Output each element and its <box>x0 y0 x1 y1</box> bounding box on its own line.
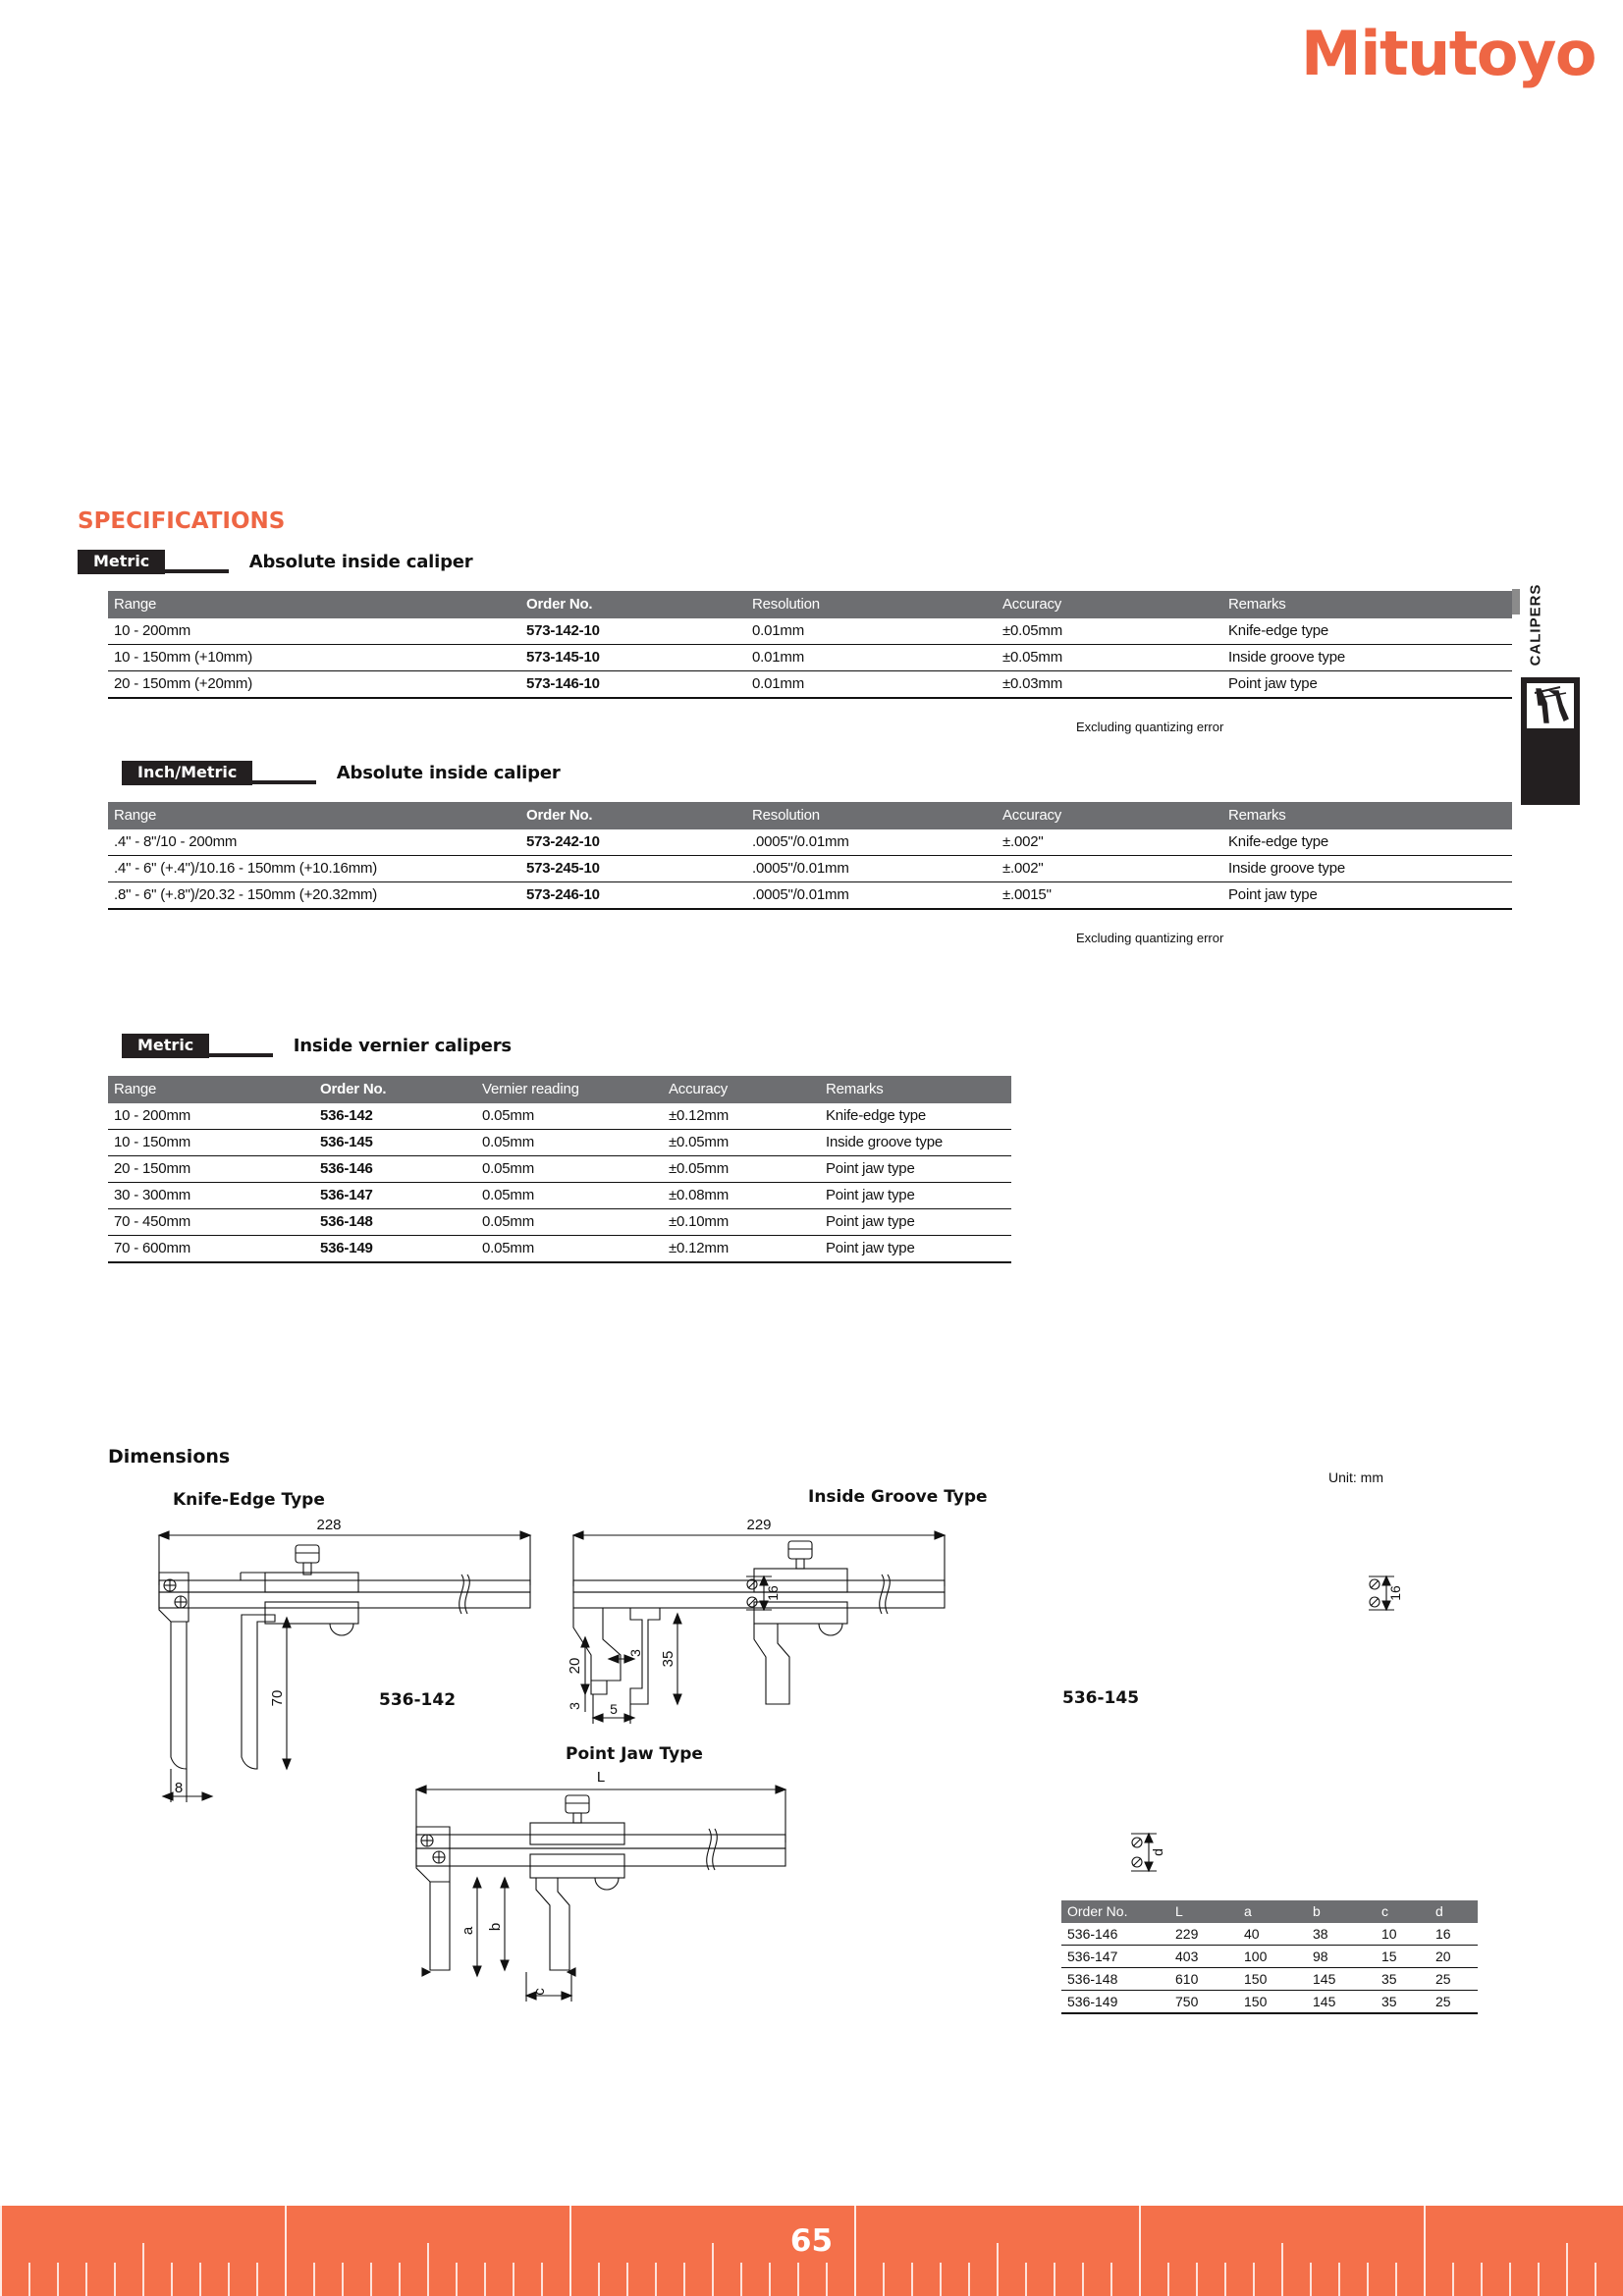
unit-label: Unit: mm <box>1328 1469 1383 1485</box>
knife-edge-title: Knife-Edge Type <box>173 1490 325 1510</box>
table-header-row <box>108 591 1512 618</box>
cell-range: 70 - 450mm <box>108 1209 314 1236</box>
ruler-tick <box>1196 2263 1198 2296</box>
cell-resolution: 0.01mm <box>746 671 997 699</box>
cell-accuracy: ±0.05mm <box>663 1130 820 1156</box>
col-range: Range <box>108 802 520 829</box>
cell-order-no: 536-146 <box>314 1156 476 1183</box>
table-row <box>108 1156 1011 1183</box>
cell-order-no: 536-147 <box>1061 1946 1169 1968</box>
cell-range: .8" - 6" (+.8")/20.32 - 150mm (+20.32mm) <box>108 882 520 910</box>
cell-accuracy: ±0.08mm <box>663 1183 820 1209</box>
dim-35: 35 <box>660 1650 676 1668</box>
dim-228: 228 <box>316 1517 342 1533</box>
cell-order-no: 536-148 <box>1061 1968 1169 1991</box>
cell-c: 35 <box>1376 1968 1430 1991</box>
table-row <box>1061 1923 1478 1946</box>
cell-a: 40 <box>1238 1923 1307 1946</box>
cell-order-no: 536-149 <box>314 1236 476 1263</box>
table-1-caption: Absolute inside caliper <box>248 552 473 573</box>
badge-metric-1: Metric <box>78 550 165 574</box>
cell-range: 20 - 150mm <box>108 1156 314 1183</box>
ruler-tick <box>1310 2263 1312 2296</box>
cell-accuracy: ±0.12mm <box>663 1236 820 1263</box>
cell-accuracy: ±0.12mm <box>663 1103 820 1130</box>
ruler-tick <box>655 2263 657 2296</box>
dim-L: L <box>596 1769 606 1786</box>
cell-accuracy: ±0.10mm <box>663 1209 820 1236</box>
cell-resolution: 0.01mm <box>746 618 997 645</box>
ruler-tick <box>57 2263 59 2296</box>
ruler-tick <box>1054 2263 1055 2296</box>
cell-order-no: 536-142 <box>314 1103 476 1130</box>
ruler-tick <box>826 2263 828 2296</box>
badge-inch-metric: Inch/Metric <box>122 761 252 785</box>
dimensions-heading: Dimensions <box>108 1446 231 1468</box>
ruler-tick <box>1367 2263 1369 2296</box>
table-row <box>108 829 1512 856</box>
cell-range: 30 - 300mm <box>108 1183 314 1209</box>
ruler-tick <box>114 2263 116 2296</box>
badge-rule <box>251 780 316 784</box>
ruler-tick <box>683 2263 685 2296</box>
dim-8: 8 <box>174 1780 184 1796</box>
badge-metric-2: Metric <box>122 1034 209 1058</box>
table-2-note: Excluding quantizing error <box>1076 931 1224 945</box>
cell-a: 150 <box>1238 1991 1307 2014</box>
table-row <box>108 882 1512 910</box>
cell-range: 10 - 200mm <box>108 1103 314 1130</box>
cell-vernier-reading: 0.05mm <box>476 1209 663 1236</box>
knife-edge-model: 536-142 <box>379 1690 457 1710</box>
dim-229: 229 <box>746 1517 772 1533</box>
ruler-tick <box>1481 2263 1483 2296</box>
col-range: Range <box>108 1076 314 1103</box>
cell-a: 150 <box>1238 1968 1307 1991</box>
col-resolution: Resolution <box>746 591 997 618</box>
cell-a: 100 <box>1238 1946 1307 1968</box>
point-jaw-title: Point Jaw Type <box>566 1744 703 1764</box>
col-order-no: Order No. <box>520 802 746 829</box>
ruler-tick <box>256 2263 258 2296</box>
cell-range: 20 - 150mm (+20mm) <box>108 671 520 699</box>
cell-range: .4" - 6" (+.4")/10.16 - 150mm (+10.16mm) <box>108 856 520 882</box>
cell-vernier-reading: 0.05mm <box>476 1183 663 1209</box>
table-row <box>108 1183 1011 1209</box>
dim-16: 16 <box>1387 1585 1403 1601</box>
ruler-tick <box>342 2263 344 2296</box>
ruler-tick <box>1025 2263 1027 2296</box>
table-row <box>1061 1946 1478 1968</box>
point-jaw-dimension-table <box>1061 1900 1478 2014</box>
table-2-caption: Absolute inside caliper <box>336 763 561 784</box>
dim-20: 20 <box>567 1657 583 1675</box>
cell-c: 15 <box>1376 1946 1430 1968</box>
table-row <box>108 1130 1011 1156</box>
ruler-tick <box>399 2263 401 2296</box>
table-row <box>1061 1991 1478 2014</box>
page-title: SPECIFICATIONS <box>78 508 286 534</box>
cell-b: 145 <box>1307 1968 1376 1991</box>
ruler-tick <box>199 2263 201 2296</box>
cell-accuracy: ±.002" <box>997 829 1222 856</box>
cell-remarks: Inside groove type <box>820 1130 1011 1156</box>
spec-table-absolute-metric <box>108 591 1512 699</box>
cell-c: 10 <box>1376 1923 1430 1946</box>
ruler-tick <box>1538 2263 1540 2296</box>
cell-order-no: 536-148 <box>314 1209 476 1236</box>
cell-resolution: .0005"/0.01mm <box>746 882 997 910</box>
dim-3-inner: 3 <box>627 1649 643 1657</box>
ruler-tick <box>28 2263 30 2296</box>
cell-resolution: .0005"/0.01mm <box>746 856 997 882</box>
col-range: Range <box>108 591 520 618</box>
col-accuracy: Accuracy <box>663 1076 820 1103</box>
cell-vernier-reading: 0.05mm <box>476 1130 663 1156</box>
cell-accuracy: ±0.05mm <box>997 645 1222 671</box>
cell-accuracy: ±0.05mm <box>997 618 1222 645</box>
col-accuracy: Accuracy <box>997 802 1222 829</box>
point-jaw-beam-height-dim <box>1127 1824 1176 1893</box>
cell-remarks: Point jaw type <box>1222 671 1512 699</box>
cell-accuracy: ±0.05mm <box>663 1156 820 1183</box>
col-b: b <box>1307 1900 1376 1923</box>
cell-order-no: 573-246-10 <box>520 882 746 910</box>
col-order-no: Order No. <box>1061 1900 1169 1923</box>
ruler-tick <box>1338 2263 1340 2296</box>
dim-b: b <box>487 1922 504 1932</box>
point-jaw-drawing <box>393 1762 1100 2076</box>
ruler-tick <box>228 2263 230 2296</box>
table-row <box>108 645 1512 671</box>
cell-c: 35 <box>1376 1991 1430 2014</box>
col-a: a <box>1238 1900 1307 1923</box>
table-row <box>1061 1968 1478 1991</box>
col-order-no: Order No. <box>314 1076 476 1103</box>
cell-remarks: Point jaw type <box>820 1236 1011 1263</box>
ruler-tick <box>940 2263 942 2296</box>
side-tab-marker <box>1512 589 1520 614</box>
cell-order-no: 573-245-10 <box>520 856 746 882</box>
col-order-no: Order No. <box>520 591 746 618</box>
cell-remarks: Point jaw type <box>820 1183 1011 1209</box>
dim-3-lower: 3 <box>567 1702 582 1710</box>
caliper-icon <box>1527 683 1574 728</box>
cell-d: 16 <box>1430 1923 1478 1946</box>
side-tab-label: CALIPERS <box>1527 583 1544 667</box>
cell-d: 20 <box>1430 1946 1478 1968</box>
spec-table-inside-vernier <box>108 1076 1011 1263</box>
side-tab <box>1521 583 1550 677</box>
table-2-heading <box>122 761 561 786</box>
table-1-heading <box>78 550 472 575</box>
col-d: d <box>1430 1900 1478 1923</box>
table-row <box>108 1236 1011 1263</box>
cell-order-no: 573-146-10 <box>520 671 746 699</box>
cell-remarks: Knife-edge type <box>820 1103 1011 1130</box>
ruler-tick <box>456 2263 458 2296</box>
table-header-row <box>1061 1900 1478 1923</box>
ruler-tick <box>1110 2263 1112 2296</box>
ruler-tick <box>171 2263 173 2296</box>
badge-rule <box>164 569 229 573</box>
cell-resolution: 0.01mm <box>746 645 997 671</box>
footer-ruler <box>0 2206 1623 2296</box>
cell-vernier-reading: 0.05mm <box>476 1156 663 1183</box>
cell-L: 750 <box>1169 1991 1238 2014</box>
cell-order-no: 536-149 <box>1061 1991 1169 2014</box>
table-row <box>108 1209 1011 1236</box>
ruler-tick <box>541 2263 543 2296</box>
cell-b: 145 <box>1307 1991 1376 2014</box>
cell-order-no: 573-145-10 <box>520 645 746 671</box>
ruler-tick <box>513 2263 514 2296</box>
cell-d: 25 <box>1430 1991 1478 2014</box>
ruler-tick <box>1509 2263 1511 2296</box>
cell-vernier-reading: 0.05mm <box>476 1236 663 1263</box>
table-row <box>108 618 1512 645</box>
cell-range: 10 - 150mm <box>108 1130 314 1156</box>
cell-order-no: 536-146 <box>1061 1923 1169 1946</box>
cell-range: 10 - 200mm <box>108 618 520 645</box>
cell-range: .4" - 8"/10 - 200mm <box>108 829 520 856</box>
table-row <box>108 671 1512 699</box>
cell-range: 70 - 600mm <box>108 1236 314 1263</box>
dim-c: c <box>531 1988 548 1996</box>
dim-5: 5 <box>610 1701 618 1717</box>
inside-groove-title: Inside Groove Type <box>808 1487 988 1507</box>
cell-b: 98 <box>1307 1946 1376 1968</box>
cell-remarks: Point jaw type <box>820 1209 1011 1236</box>
col-resolution: Resolution <box>746 802 997 829</box>
col-remarks: Remarks <box>1222 802 1512 829</box>
ruler-tick <box>85 2263 87 2296</box>
dim-d: d <box>1150 1848 1165 1856</box>
table-header-row <box>108 1076 1011 1103</box>
cell-L: 229 <box>1169 1923 1238 1946</box>
cell-remarks: Knife-edge type <box>1222 829 1512 856</box>
cell-accuracy: ±.0015" <box>997 882 1222 910</box>
table-3-heading <box>122 1034 512 1059</box>
dim-a: a <box>460 1926 476 1936</box>
ruler-tick <box>797 2263 799 2296</box>
mitutoyo-logo: Mitutoyo <box>1301 18 1596 89</box>
cell-order-no: 573-142-10 <box>520 618 746 645</box>
table-row <box>108 856 1512 882</box>
cell-L: 610 <box>1169 1968 1238 1991</box>
cell-resolution: .0005"/0.01mm <box>746 829 997 856</box>
cell-remarks: Point jaw type <box>820 1156 1011 1183</box>
ruler-tick <box>598 2263 600 2296</box>
ruler-tick <box>313 2263 315 2296</box>
cell-accuracy: ±0.03mm <box>997 671 1222 699</box>
cell-accuracy: ±.002" <box>997 856 1222 882</box>
cell-order-no: 536-147 <box>314 1183 476 1209</box>
ruler-tick <box>1167 2263 1169 2296</box>
ruler-tick <box>968 2263 970 2296</box>
dim-16: 16 <box>765 1585 781 1601</box>
col-remarks: Remarks <box>820 1076 1011 1103</box>
cell-remarks: Knife-edge type <box>1222 618 1512 645</box>
cell-d: 25 <box>1430 1968 1478 1991</box>
spec-table-absolute-inch-metric <box>108 802 1512 910</box>
cell-b: 38 <box>1307 1923 1376 1946</box>
cell-range: 10 - 150mm (+10mm) <box>108 645 520 671</box>
ruler-tick <box>1224 2263 1226 2296</box>
cell-remarks: Point jaw type <box>1222 882 1512 910</box>
ruler-tick <box>1395 2263 1397 2296</box>
badge-rule <box>208 1053 273 1057</box>
ruler-tick <box>626 2263 628 2296</box>
col-c: c <box>1376 1900 1430 1923</box>
cell-order-no: 573-242-10 <box>520 829 746 856</box>
cell-remarks: Inside groove type <box>1222 856 1512 882</box>
ruler-tick <box>769 2263 771 2296</box>
dim-70: 70 <box>269 1689 286 1707</box>
ruler-tick <box>1253 2263 1255 2296</box>
table-3-caption: Inside vernier calipers <box>293 1036 512 1057</box>
ruler-tick <box>911 2263 913 2296</box>
col-vernier-reading: Vernier reading <box>476 1076 663 1103</box>
ruler-tick <box>740 2263 742 2296</box>
ruler-tick <box>883 2263 885 2296</box>
col-remarks: Remarks <box>1222 591 1512 618</box>
table-1-note: Excluding quantizing error <box>1076 720 1224 734</box>
cell-remarks: Inside groove type <box>1222 645 1512 671</box>
ruler-tick <box>370 2263 372 2296</box>
table-header-row <box>108 802 1512 829</box>
ruler-tick <box>1082 2263 1084 2296</box>
ruler-tick <box>484 2263 486 2296</box>
cell-L: 403 <box>1169 1946 1238 1968</box>
cell-order-no: 536-145 <box>314 1130 476 1156</box>
col-L: L <box>1169 1900 1238 1923</box>
ruler-tick <box>1452 2263 1454 2296</box>
ruler-tick <box>1595 2263 1596 2296</box>
inside-groove-model: 536-145 <box>1062 1688 1140 1708</box>
table-row <box>108 1103 1011 1130</box>
page-number: 65 <box>789 2223 834 2259</box>
cell-vernier-reading: 0.05mm <box>476 1103 663 1130</box>
inside-groove-beam-height-dim <box>1365 1567 1414 1635</box>
col-accuracy: Accuracy <box>997 591 1222 618</box>
